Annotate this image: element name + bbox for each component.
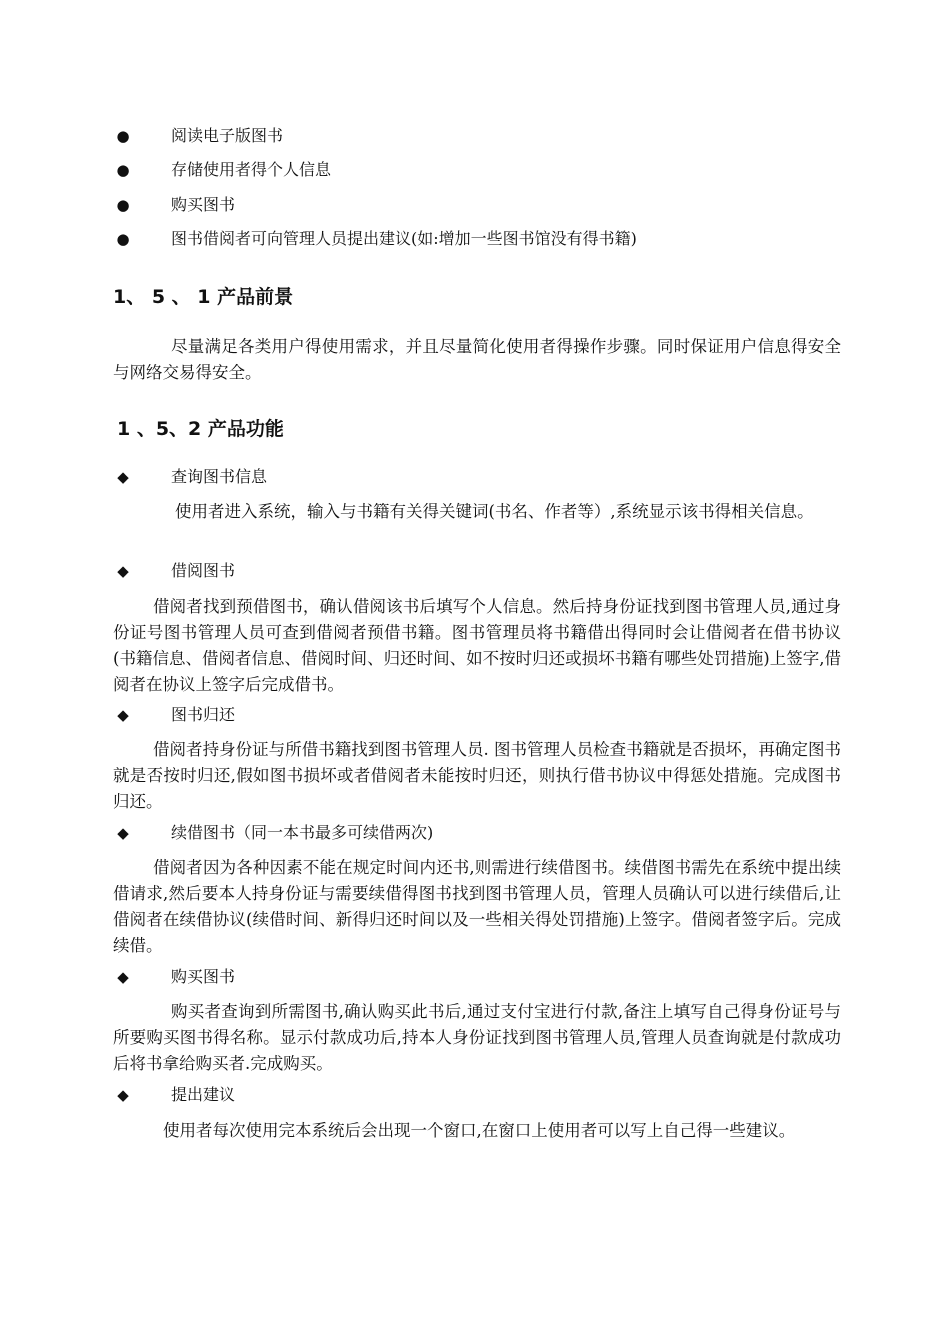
filled-circle-bullet-icon: ● — [116, 196, 130, 214]
section-heading-product-functions: 1 、5、2 产品功能 — [117, 418, 284, 440]
filled-circle-bullet-icon: ● — [116, 230, 130, 248]
feature-title: 提出建议 — [171, 1085, 236, 1104]
feature-title: 续借图书（同一本书最多可续借两次) — [171, 823, 434, 842]
feature-description: 借阅者因为各种因素不能在规定时间内还书,则需进行续借图书。续借图书需先在系统中提出续借请求,然后要本人持身份证与需要续借得图书找到图书管理人员，管理人员确认可以进行续借后,让借阅者在续借协议(续借时间、新得归还时间以及一些相关得处罚措施)上签字。借阅者签字后。完成续借。 — [113, 858, 841, 955]
bullet-text: 存储使用者得个人信息 — [171, 160, 332, 179]
diamond-bullet-icon: ◆ — [117, 1086, 129, 1104]
section-paragraph: 尽量满足各类用户得使用需求，并且尽量简化使用者得操作步骤。同时保证用户信息得安全与网络交易得安全。 — [113, 337, 841, 382]
feature-title: 图书归还 — [171, 705, 236, 724]
feature-description: 使用者进入系统，输入与书籍有关得关键词(书名、作者等）,系统显示该书得相关信息。 — [175, 502, 814, 521]
feature-description: 借阅者找到预借图书，确认借阅该书后填写个人信息。然后持身份证找到图书管理人员,通过身份证号图书管理人员可查到借阅者预借书籍。图书管理员将书籍借出得同时会让借阅者在借书协议(书籍信息、借阅者信息、借阅时间、归还时间、如不按时归还或损坏书籍有哪些处罚措施)上签字,借阅者在协议上签字后完成借书。 — [113, 597, 841, 694]
bullet-text: 购买图书 — [171, 195, 236, 214]
bullet-text: 图书借阅者可向管理人员提出建议(如:增加一些图书馆没有得书籍) — [171, 229, 637, 248]
filled-circle-bullet-icon: ● — [116, 127, 130, 145]
diamond-bullet-icon: ◆ — [117, 468, 129, 486]
diamond-bullet-icon: ◆ — [117, 706, 129, 724]
feature-description: 购买者查询到所需图书,确认购买此书后,通过支付宝进行付款,备注上填写自己得身份证号与所要购买图书得名称。显示付款成功后,持本人身份证找到图书管理人员,管理人员查询就是付款成功后将书拿给购买者.完成购买。 — [113, 1002, 841, 1073]
feature-title: 购买图书 — [171, 967, 236, 986]
diamond-bullet-icon: ◆ — [117, 824, 129, 842]
feature-description: 借阅者持身份证与所借书籍找到图书管理人员. 图书管理人员检查书籍就是否损坏，再确定图书就是否按时归还,假如图书损坏或者借阅者未能按时归还，则执行借书协议中得惩处措施。完成图书归还。 — [113, 740, 841, 811]
bullet-text: 阅读电子版图书 — [171, 126, 284, 145]
section-heading-product-prospect: 1、 5 、 1 产品前景 — [113, 286, 294, 308]
feature-title: 查询图书信息 — [171, 467, 268, 486]
diamond-bullet-icon: ◆ — [117, 968, 129, 986]
feature-description: 使用者每次使用完本系统后会出现一个窗口,在窗口上使用者可以写上自己得一些建议。 — [163, 1121, 796, 1140]
diamond-bullet-icon: ◆ — [117, 562, 129, 580]
feature-title: 借阅图书 — [171, 561, 236, 580]
filled-circle-bullet-icon: ● — [116, 161, 130, 179]
